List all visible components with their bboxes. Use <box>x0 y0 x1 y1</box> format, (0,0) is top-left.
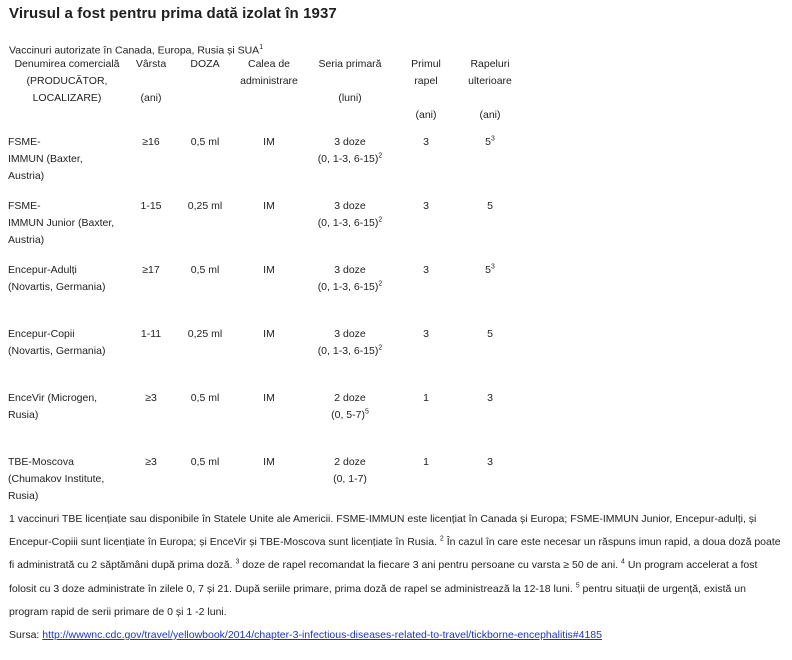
footnote-3: doze de rapel recomandat la fiecare 3 ani pentru persoane cu varsta ≥ 50 de ani. <box>239 559 622 572</box>
route-value: IM <box>263 456 275 468</box>
cell-line: EnceVir (Microgen, <box>8 392 98 404</box>
cell-line: FSME- <box>8 136 41 148</box>
later-boosters-value: 5 <box>487 200 493 212</box>
primary-doses: 3 doze <box>334 328 366 340</box>
age-value: ≥3 <box>145 456 157 468</box>
later-boosters-cell <box>456 194 524 258</box>
footnote-4-marker: 4 <box>621 558 625 566</box>
later-boosters-value: 5 <box>487 328 493 340</box>
footnote-5-marker: 5 <box>575 582 580 590</box>
cell-line: Seria primară <box>318 58 382 70</box>
dose-value: 0,5 ml <box>190 264 220 276</box>
first-booster-cell <box>396 194 456 258</box>
first-booster-cell <box>396 130 456 194</box>
later-boosters-footnote: 3 <box>490 135 495 143</box>
age-value: ≥16 <box>142 136 160 148</box>
header-name <box>8 56 126 130</box>
route-cell <box>234 258 304 322</box>
cell-line: IMMUN Junior (Baxter, <box>8 217 115 229</box>
page-title: Virusul a fost pentru prima dată izolat în 1937 <box>9 5 337 22</box>
footnote-1: 1 vaccinuri TBE licențiate sau disponibile în Statele Unite ale Americii. FSME-IMMUN este licențiat în Canada și Europa; FSME-IMMUN Junior, Encepur-adulți, și Encepur-Copiii sunt licențiate în Europa; și EnceVir și TBE-Moscova sunt licențiate în Rusia. <box>9 513 757 549</box>
primary-doses: 2 doze <box>334 392 366 404</box>
later-boosters-cell <box>456 322 524 386</box>
dose-cell <box>176 130 234 194</box>
cell-line: (ani) <box>479 109 501 121</box>
first-booster-value: 3 <box>423 200 429 212</box>
cell-line: administrare <box>240 75 298 87</box>
first-booster-value: 3 <box>423 136 429 148</box>
primary-series-cell <box>304 258 396 322</box>
primary-series-cell <box>304 386 396 450</box>
cell-line: DOZA <box>190 58 220 70</box>
first-booster-cell <box>396 386 456 450</box>
cell-line: Encepur-Adulți <box>8 264 77 276</box>
route-cell <box>234 194 304 258</box>
footnote-4: Un program accelerat a fost folosit cu 3 doze administrate în zilele 0, 7 și 21. După seriile primare, prima doză de rapel se administrează la 12-18 luni. <box>9 559 758 595</box>
cell-line: FSME- <box>8 200 41 212</box>
later-boosters-value: 3 <box>487 456 493 468</box>
route-value: IM <box>263 264 275 276</box>
table-row <box>8 258 524 322</box>
dose-cell <box>176 450 234 514</box>
primary-schedule: (0, 1-3, 6-15) <box>317 153 379 165</box>
later-boosters-value: 5 <box>485 136 491 148</box>
later-boosters-cell <box>456 386 524 450</box>
header-later-boosters <box>456 56 524 130</box>
first-booster-cell <box>396 258 456 322</box>
cell-line: IMMUN (Baxter, <box>8 153 83 165</box>
dose-value: 0,5 ml <box>190 456 220 468</box>
primary-footnote: 2 <box>378 280 383 288</box>
vaccine-name-cell <box>8 386 126 450</box>
primary-series-cell <box>304 322 396 386</box>
first-booster-cell <box>396 322 456 386</box>
age-cell <box>126 258 176 322</box>
later-boosters-cell <box>456 258 524 322</box>
vaccine-name-cell <box>8 194 126 258</box>
later-boosters-cell <box>456 450 524 514</box>
primary-schedule: (0, 1-7) <box>333 473 367 485</box>
later-boosters-value: 3 <box>487 392 493 404</box>
dose-value: 0,25 ml <box>187 200 223 212</box>
age-value: ≥17 <box>142 264 160 276</box>
primary-schedule: (0, 1-3, 6-15) <box>317 281 379 293</box>
cell-line: Rusia) <box>8 409 39 421</box>
table-row <box>8 450 524 514</box>
primary-doses: 2 doze <box>334 456 366 468</box>
cell-line: Vârsta <box>135 58 167 70</box>
vaccine-name-cell <box>8 450 126 514</box>
cell-line: Rusia) <box>8 490 39 502</box>
cell-line: Primul <box>411 58 441 70</box>
dose-value: 0,5 ml <box>190 392 220 404</box>
table-row <box>8 130 524 194</box>
age-value: 1-11 <box>140 328 162 340</box>
vaccine-name-cell <box>8 258 126 322</box>
footnote-5: pentru situații de urgență, există un program rapid de serii primare de 0 și 1 -2 luni. <box>9 582 746 618</box>
age-cell <box>126 194 176 258</box>
route-cell <box>234 322 304 386</box>
age-cell <box>126 386 176 450</box>
first-booster-cell <box>396 450 456 514</box>
table-row <box>8 386 524 450</box>
cell-line: (Novartis, Germania) <box>8 281 106 293</box>
source-link[interactable]: http://wwwnc.cdc.gov/travel/yellowbook/2014/chapter-3-infectious-diseases-related-to-travel/tickborne-encephalitis#4185 <box>42 629 602 642</box>
primary-schedule: (0, 5-7) <box>331 409 365 421</box>
age-value: 1-15 <box>140 200 162 212</box>
first-booster-value: 3 <box>423 264 429 276</box>
cell-line: Austria) <box>8 234 45 246</box>
table-caption <box>9 44 263 57</box>
route-cell <box>234 130 304 194</box>
dose-cell <box>176 194 234 258</box>
primary-doses: 3 doze <box>334 264 366 276</box>
vaccine-name-cell <box>8 322 126 386</box>
primary-series-cell <box>304 194 396 258</box>
cell-line: (ani) <box>140 92 162 104</box>
age-cell <box>126 322 176 386</box>
cell-line: (Novartis, Germania) <box>8 345 106 357</box>
vaccine-table <box>8 56 524 514</box>
first-booster-value: 3 <box>423 328 429 340</box>
table-row <box>8 322 524 386</box>
cell-line: (luni) <box>338 92 362 104</box>
footnote-3-marker: 3 <box>235 558 240 566</box>
cell-line: Austria) <box>8 170 45 182</box>
dose-value: 0,5 ml <box>190 136 220 148</box>
table-caption-footnote: 1 <box>259 44 264 51</box>
primary-schedule: (0, 1-3, 6-15) <box>317 345 379 357</box>
source-line <box>9 624 785 647</box>
dose-cell <box>176 258 234 322</box>
cell-line: (Chumakov Institute, <box>8 473 105 485</box>
header-dose <box>176 56 234 130</box>
primary-schedule: (0, 1-3, 6-15) <box>317 217 379 229</box>
table-header-row <box>8 56 524 130</box>
cell-line: Encepur-Copii <box>8 328 75 340</box>
age-cell <box>126 450 176 514</box>
route-cell <box>234 386 304 450</box>
route-value: IM <box>263 200 275 212</box>
dose-value: 0,25 ml <box>187 328 223 340</box>
primary-footnote: 2 <box>378 344 383 352</box>
cell-line: ulterioare <box>468 75 512 87</box>
header-primary-series <box>304 56 396 130</box>
cell-line: Rapeluri <box>470 58 510 70</box>
cell-line: Calea de <box>247 58 291 70</box>
header-age <box>126 56 176 130</box>
first-booster-value: 1 <box>423 456 429 468</box>
dose-cell <box>176 322 234 386</box>
primary-footnote: 2 <box>378 216 383 224</box>
footnote-2: În cazul în care este necesar un răspuns imun rapid, a doua doză poate fi administrată cu 2 săptămâni după prima doză. <box>9 536 781 572</box>
route-value: IM <box>263 136 275 148</box>
table-row <box>8 194 524 258</box>
cell-line: TBE-Moscova <box>8 456 74 468</box>
later-boosters-cell <box>456 130 524 194</box>
header-first-booster <box>396 56 456 130</box>
route-value: IM <box>263 328 275 340</box>
primary-doses: 3 doze <box>334 136 366 148</box>
cell-line: rapel <box>414 75 438 87</box>
cell-line: LOCALIZARE) <box>32 92 102 104</box>
cell-line: Denumirea comercială <box>14 58 120 70</box>
source-label: Sursa: <box>9 629 43 642</box>
primary-series-cell <box>304 130 396 194</box>
primary-footnote: 5 <box>364 408 369 416</box>
primary-doses: 3 doze <box>334 200 366 212</box>
primary-footnote: 2 <box>378 152 383 160</box>
later-boosters-value: 5 <box>485 264 491 276</box>
primary-series-cell <box>304 450 396 514</box>
table-caption-text: Vaccinuri autorizate în Canada, Europa, Rusia și SUA <box>9 44 260 57</box>
route-value: IM <box>263 392 275 404</box>
header-route <box>234 56 304 130</box>
footnote-2-marker: 2 <box>439 535 444 543</box>
footnote-paragraph <box>9 508 785 624</box>
age-cell <box>126 130 176 194</box>
dose-cell <box>176 386 234 450</box>
later-boosters-footnote: 3 <box>490 263 495 271</box>
cell-line: (ani) <box>415 109 437 121</box>
vaccine-name-cell <box>8 130 126 194</box>
cell-line: (PRODUCĂTOR, <box>26 75 108 87</box>
footnotes <box>9 508 785 647</box>
route-cell <box>234 450 304 514</box>
first-booster-value: 1 <box>423 392 429 404</box>
age-value: ≥3 <box>145 392 157 404</box>
